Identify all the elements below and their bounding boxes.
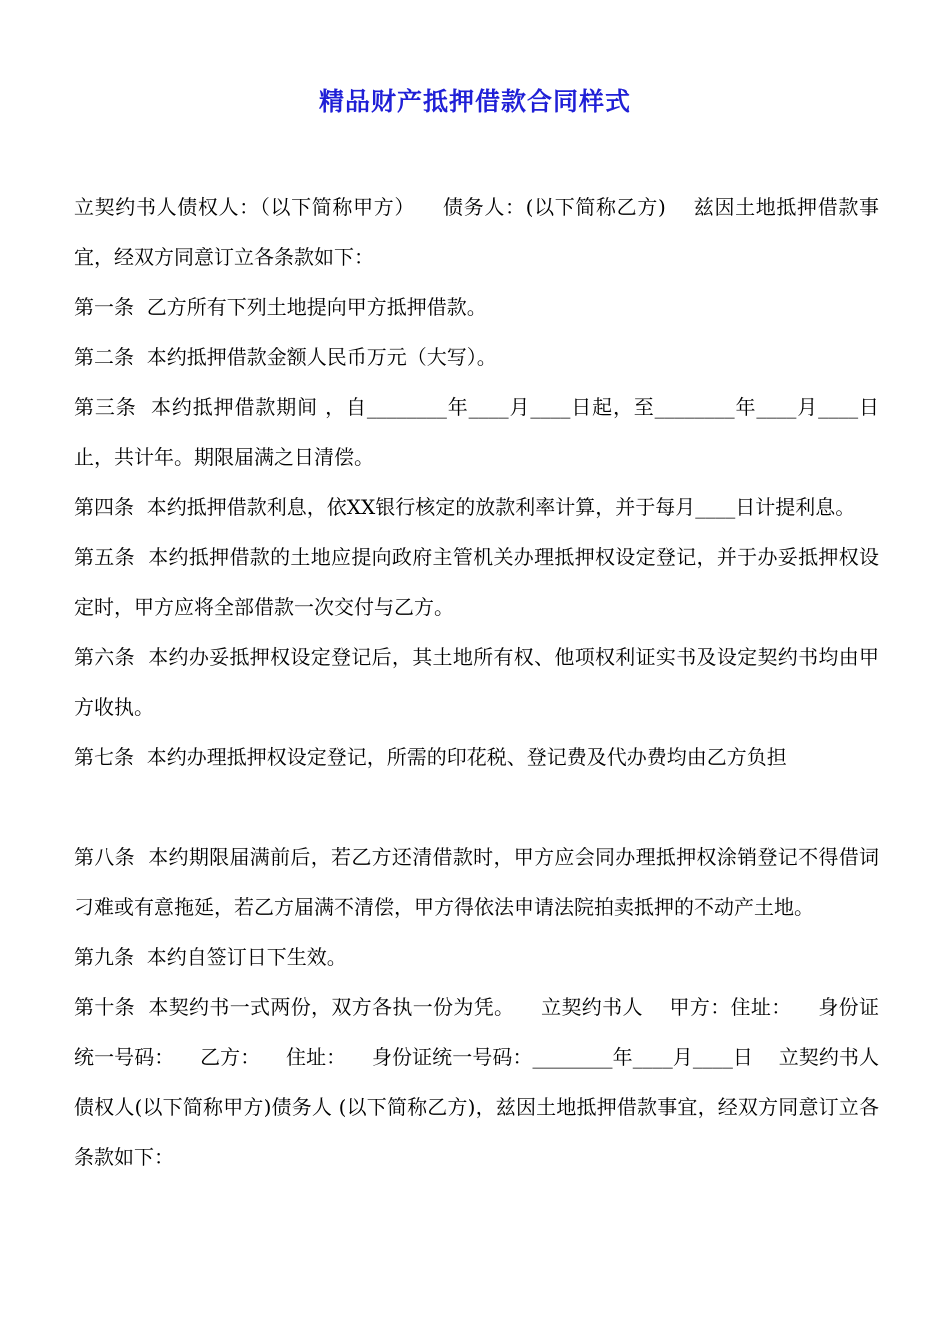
- document-body: [74, 182, 879, 1182]
- article-6: 第六条 本约办妥抵押权设定登记后，其土地所有权、他项权利证实书及设定契约书均由甲方收执。: [74, 645, 879, 719]
- article-1: 第一条 乙方所有下列土地提向甲方抵押借款。: [74, 295, 487, 319]
- article-7: 第七条 本约办理抵押权设定登记，所需的印花税、登记费及代办费均由乙方负担: [74, 745, 787, 769]
- article-10: 第十条 本契约书一式两份，双方各执一份为凭。 立契约书人 甲方：住址： 身份证统一号码： 乙方： 住址： 身份证统一号码：________年____月____日 立契约书人债权人(以下简称甲方)债务人 (以下简称乙方)，兹因土地抵押借款事宜，经双方同意订立各条款如下：: [74, 995, 879, 1169]
- article-4: 第四条 本约抵押借款利息，依XX银行核定的放款利率计算，并于每月____日计提利息。: [74, 495, 856, 519]
- article-8: 第八条 本约期限届满前后，若乙方还清借款时，甲方应会同办理抵押权涂销登记不得借词刁难或有意拖延，若乙方届满不清偿，甲方得依法申请法院拍卖抵押的不动产土地。: [74, 845, 879, 919]
- article-5: 第五条 本约抵押借款的土地应提向政府主管机关办理抵押权设定登记，并于办妥抵押权设定时，甲方应将全部借款一次交付与乙方。: [74, 545, 879, 619]
- article-2: 第二条 本约抵押借款金额人民币万元（大写）。: [74, 345, 497, 369]
- article-3: 第三条 本约抵押借款期间 ，自________年____月____日起，至________年____月____日止，共计年。期限届满之日清偿。: [74, 395, 879, 469]
- blank-line: [74, 782, 879, 832]
- preamble-paragraph: 立契约书人债权人：（以下简称甲方） 债务人：(以下简称乙方) 兹因土地抵押借款事宜，经双方同意订立各条款如下：: [74, 195, 879, 269]
- article-9: 第九条 本约自签订日下生效。: [74, 945, 347, 969]
- document-title: 精品财产抵押借款合同样式: [318, 87, 631, 116]
